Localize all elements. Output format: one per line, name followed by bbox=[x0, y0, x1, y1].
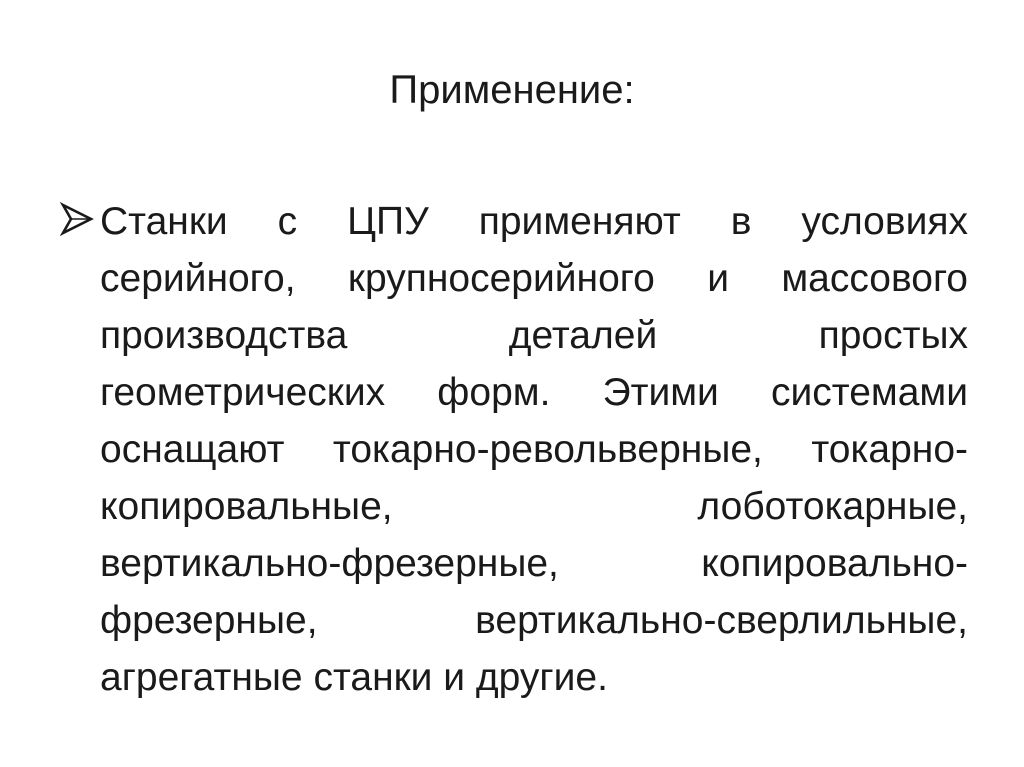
bullet-text-line: производства деталей простых bbox=[100, 314, 968, 357]
arrow-bullet-icon bbox=[60, 201, 96, 237]
bullet-text bbox=[100, 193, 968, 706]
bullet-text-line: Станки с ЦПУ применяют в условиях bbox=[100, 200, 968, 243]
slide-title: Применение: bbox=[389, 68, 635, 112]
bullet-text-line: серийного, крупносерийного и массового bbox=[100, 257, 968, 300]
bullet-text-line: копировальные, лоботокарные, bbox=[100, 485, 968, 528]
bullet-text-line: оснащают токарно-револьверные, токарно- bbox=[100, 428, 968, 471]
bullet-text-line: геометрических форм. Этими системами bbox=[100, 371, 968, 414]
bullet-text-line: агрегатные станки и другие. bbox=[100, 656, 608, 699]
bullet-text-line: вертикально-фрезерные, копировально- bbox=[100, 542, 968, 585]
bullet-text-line: фрезерные, вертикально-сверлильные, bbox=[100, 599, 968, 642]
